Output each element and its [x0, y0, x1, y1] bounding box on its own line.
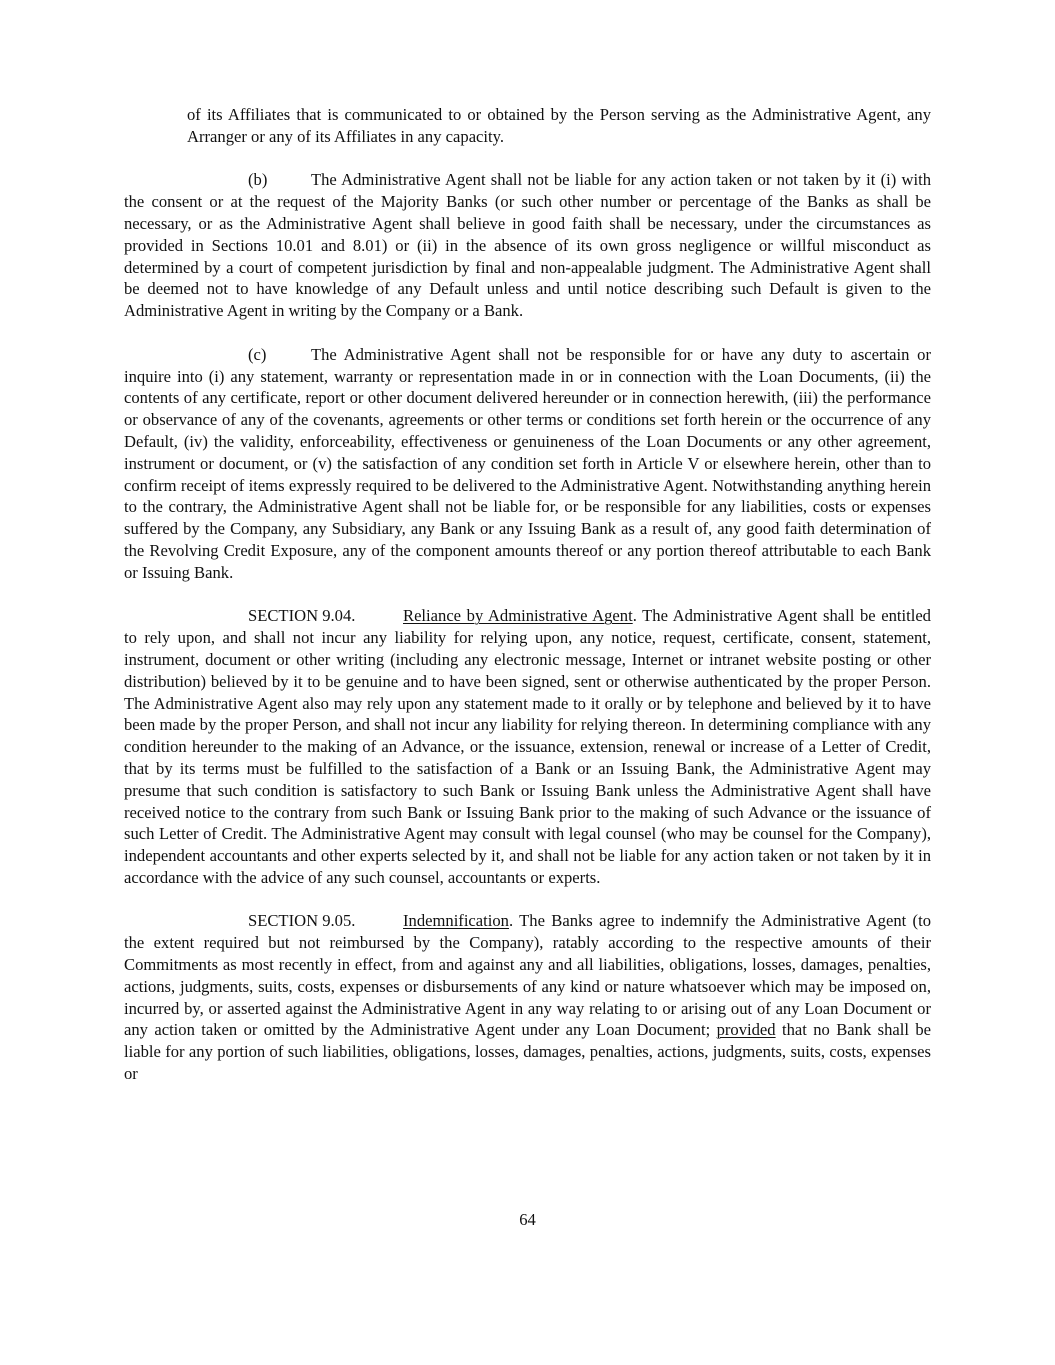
section-9-05-text-before: The Banks agree to indemnify the Administrative Agent (to the extent required but not reimbursed by the Company), ratably according to the respective amounts of their Commitments as most recently in effect, from and against any and all liabilities, obligations, losses, damages, penalties, actions, judgments, suits, costs, expenses or disbursements of any kind or nature whatsoever which may be imposed on, incurred by, or asserted against the Administrative Agent in any way relating to or arising out of any Loan Document or any action taken or omitted by the Administrative Agent under any Loan Document; — [124, 911, 931, 1040]
page-number: 64 — [519, 1210, 536, 1229]
section-9-04-heading-punct: . — [632, 606, 637, 626]
paragraph-b-text: The Administrative Agent shall not be liable for any action taken or not taken by it (i) with the consent or at the request of the Majority Banks (or such other number or percentage of the Banks as shall be necessary, or as the Administrative Agent shall believe in good faith shall be necessary, under the circumstances as provided in Sections 10.01 and 8.01) or (ii) in the absence of its own gross negligence or willful misconduct as determined by a court of competent jurisdiction by final and non-appealable judgment. The Administrative Agent shall be deemed not to have knowledge of any Default unless and until notice describing such Default is given to the Administrative Agent in writing by the Company or a Bank. — [124, 170, 931, 321]
paragraph-c — [124, 344, 931, 584]
section-9-05-text-after: that no Bank shall be liable for any portion of such liabilities, obligations, losses, damages, penalties, actions, judgments, suits, costs, expenses or — [124, 1020, 931, 1084]
continuation-paragraph: of its Affiliates that is communicated to or obtained by the Person serving as the Administrative Agent, any Arranger or any of its Affiliates in any capacity. — [187, 105, 931, 146]
section-9-05-number: SECTION 9.05. — [248, 911, 356, 931]
section-9-04-text: The Administrative Agent shall be entitled to rely upon, and shall not incur any liability for relying upon, any notice, request, certificate, consent, statement, instrument, document or other writing (including any electronic message, Internet or intranet website posting or other distribution) believed by it to be genuine and to have been signed, sent or otherwise authenticated by the proper Person. The Administrative Agent also may rely upon any statement made to it orally or by telephone and believed by it to have been made by the proper Person, and shall not incur any liability for relying thereon. In determining compliance with any condition hereunder to the making of an Advance, or the issuance, extension, renewal or increase of a Letter of Credit, that by its terms must be fulfilled to the satisfaction of a Bank or an Issuing Bank, the Administrative Agent may presume that such condition is satisfactory to such Bank or Issuing Bank unless the Administrative Agent shall have received notice to the contrary from such Bank or Issuing Bank prior to the making of such Advance or the issuance of such Letter of Credit. The Administrative Agent may consult with legal counsel (who may be counsel for the Company), independent accountants and other experts selected by it, and shall not be liable for any action taken or not taken by it in accordance with the advice of any such counsel, accountants or experts. — [124, 606, 931, 887]
provided-term: provided — [716, 1020, 776, 1040]
section-9-04 — [124, 605, 931, 888]
paragraph-c-text: The Administrative Agent shall not be responsible for or have any duty to ascertain or inquire into (i) any statement, warranty or representation made in or in connection with the Loan Documents, (ii) the contents of any certificate, report or other document delivered hereunder or in connection herewith, (iii) the performance or observance of any of the covenants, agreements or other terms or conditions set forth herein or the occurrence of any Default, (iv) the validity, enforceability, effectiveness or genuineness of the Loan Documents or any other agreement, instrument or document, or (v) the satisfaction of any condition set forth in Article V or elsewhere herein, other than to confirm receipt of items expressly required to be delivered to the Administrative Agent. Notwithstanding anything herein to the contrary, the Administrative Agent shall not be liable for, or be responsible for any liabilities, costs or expenses suffered by the Company, any Subsidiary, any Bank or any Issuing Bank as a result of, any good faith determination of the Revolving Credit Exposure, any of the component amounts thereof or any portion thereof attributable to each Bank or Issuing Bank. — [124, 344, 931, 582]
document-page — [124, 104, 931, 1107]
paragraph-b — [124, 169, 931, 322]
section-9-04-heading: Reliance by Administrative Agent — [403, 606, 633, 626]
paragraph-c-label: (c) — [248, 344, 267, 364]
section-9-05-heading: Indemnification — [403, 911, 509, 931]
paragraph-b-label: (b) — [248, 170, 268, 190]
section-9-05 — [124, 910, 931, 1084]
section-9-05-heading-punct: . — [508, 911, 514, 931]
section-9-04-number: SECTION 9.04. — [248, 606, 356, 626]
